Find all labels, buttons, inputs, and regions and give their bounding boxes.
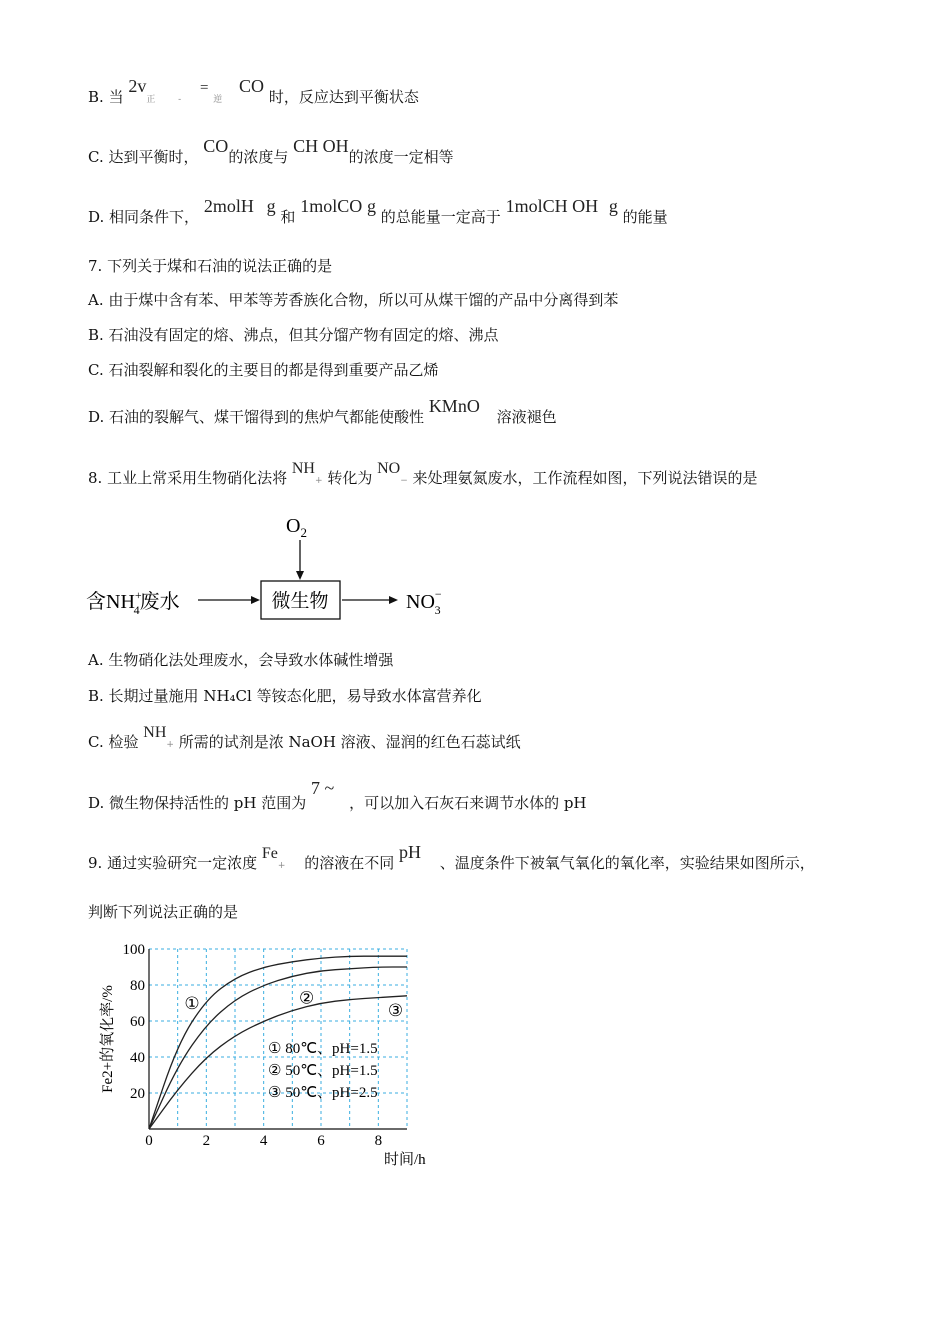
y-tick-label: 80 [130,978,145,994]
y-tick-label: 100 [122,942,145,958]
o2-arrow-head [296,571,304,580]
q7-option-a: A. 由于煤中含有苯、甲苯等芳香族化合物，所以可从煤干馏的产品中分离得到苯 [88,291,619,309]
q6-option-b: B. 当 2v正 - = 逆 CO 时，反应达到平衡状态 [88,76,419,106]
legend-entry: ③ 50℃、pH=2.5 [268,1085,378,1101]
legend-entry: ② 50℃、pH=1.5 [268,1063,378,1079]
output-label: NO− 3 [406,587,442,617]
series-marker: ② [299,988,315,1008]
series-marker: ① [184,994,200,1013]
chart-axes [149,949,407,1129]
output-arrow-head [389,596,398,604]
q7-option-b: B. 石油没有固定的熔、沸点，但其分馏产物有固定的熔、沸点 [88,326,499,344]
x-axis-label: 时间/h [384,1152,426,1168]
q9-stem-line2: 判断下列说法正确的是 [88,903,239,921]
x-tick-label: 4 [259,1133,268,1149]
chart-labels [99,942,426,1168]
x-tick-label: 0 [145,1133,153,1149]
legend-entry: ① 80℃、pH=1.5 [268,1041,378,1057]
q8-option-d: D. 微生物保持活性的 pH 范围为 7 ~ ，可以加入石灰石来调节水体的 pH [88,778,587,812]
q7-stem: 7. 下列关于煤和石油的说法正确的是 [88,257,333,275]
microbe-label: 微生物 [271,591,329,612]
q8-option-b: B. 长期过量施用 NH₄Cl 等铵态化肥，易导致水体富营养化 [88,687,482,705]
oxidation-rate-chart [92,932,432,1182]
nitrification-flow-diagram [86,510,466,620]
o2-label: $O_2$ [286,515,307,540]
q7-option-c: C. 石油裂解和裂化的主要目的都是得到重要产品乙烯 [88,361,439,379]
y-tick-label: 20 [130,1086,145,1102]
q9-stem: 9. 通过实验研究一定浓度 Fe+ 的溶液在不同 pH 、温度条件下被氧气氧化的氧化率，实验结果如图所示， [88,842,815,872]
y-tick-label: 60 [130,1014,145,1030]
q7-option-d: D. 石油的裂解气、煤干馏得到的焦炉气都能使酸性 KMnO 溶液褪色 [88,396,557,426]
series-marker: ③ [387,1001,404,1021]
x-tick-label: 8 [374,1133,383,1149]
input-label: 含NH+ 4废水 [86,588,180,617]
input-arrow-head [251,596,260,604]
q8-option-c: C. 检验 NH+ 所需的试剂是浓 NaOH 溶液、湿润的红色石蕊试纸 [88,724,521,751]
x-tick-label: 2 [202,1133,211,1149]
q6-option-c: C. 达到平衡时， CO的浓度与 CH OH的浓度一定相等 [88,136,454,166]
q6-option-d: D. 相同条件下， 2molH g 和 1molCO g 的总能量一定高于 1molCH OH g 的能量 [88,196,668,226]
y-tick-label: 40 [130,1050,145,1066]
x-tick-label: 6 [317,1133,325,1149]
q8-stem: 8. 工业上常采用生物硝化法将 NH+ 转化为 NO− 来处理氨氮废水，工作流程如图，下列说法错误的是 [88,460,758,487]
chart-grid [149,949,407,1129]
q8-option-a: A. 生物硝化法处理废水，会导致水体碱性增强 [88,651,394,669]
y-axis-label: Fe2+的氧化率/% [100,985,116,1093]
